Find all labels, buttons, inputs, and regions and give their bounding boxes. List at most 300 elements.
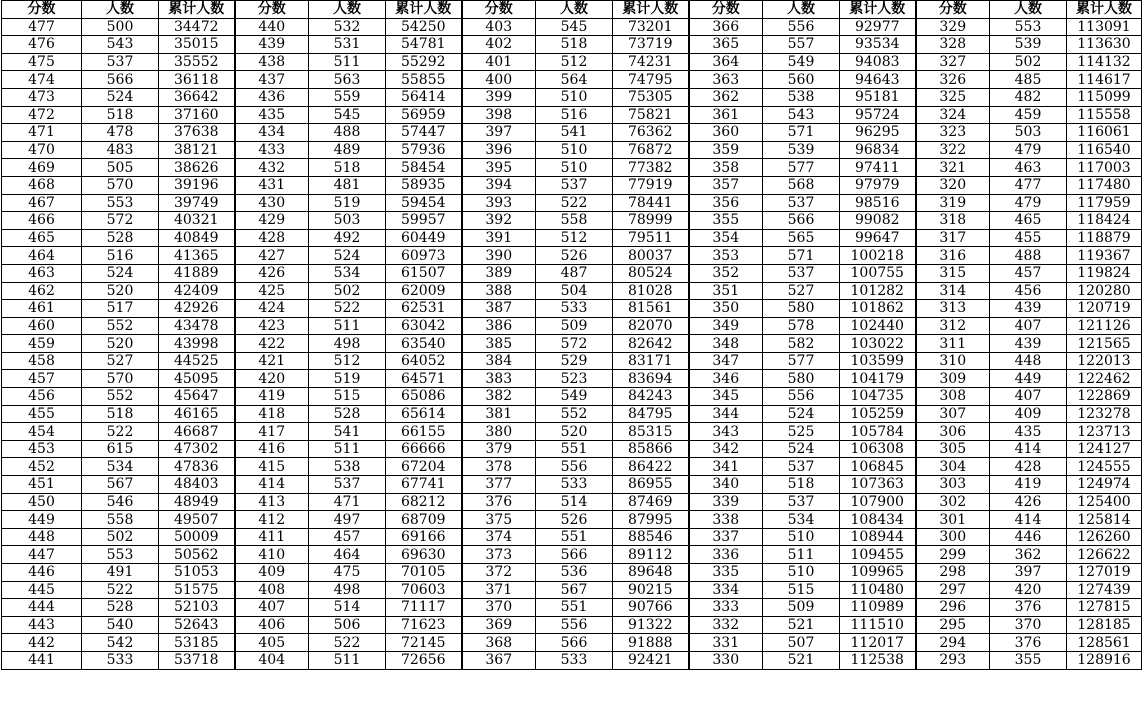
- cumulative-cell: 71623: [386, 616, 462, 634]
- cumulative-cell: 72656: [386, 651, 462, 669]
- count-cell: 488: [990, 247, 1067, 265]
- cumulative-cell: 73719: [613, 36, 689, 54]
- score-cell: 453: [2, 440, 82, 458]
- count-cell: 556: [536, 616, 613, 634]
- count-cell: 518: [763, 476, 840, 494]
- header-cumulative: 累计人数: [613, 1, 689, 19]
- cumulative-cell: 100218: [840, 247, 916, 265]
- cumulative-cell: 34472: [159, 18, 235, 36]
- score-cell: 355: [689, 212, 763, 230]
- table-row: [2, 599, 1142, 617]
- table-row: [2, 458, 1142, 476]
- count-cell: 541: [536, 124, 613, 142]
- cumulative-cell: 81028: [613, 282, 689, 300]
- header-cumulative: 累计人数: [840, 1, 916, 19]
- score-cell: 331: [689, 634, 763, 652]
- table-row: [2, 229, 1142, 247]
- score-cell: 356: [689, 194, 763, 212]
- count-cell: 376: [990, 634, 1067, 652]
- score-cell: 370: [462, 599, 536, 617]
- table-row: [2, 141, 1142, 159]
- cumulative-cell: 112538: [840, 651, 916, 669]
- score-cell: 302: [916, 493, 990, 511]
- cumulative-cell: 57936: [386, 141, 462, 159]
- cumulative-cell: 72145: [386, 634, 462, 652]
- count-cell: 488: [309, 124, 386, 142]
- cumulative-cell: 63540: [386, 335, 462, 353]
- table-row: [2, 616, 1142, 634]
- count-cell: 551: [536, 599, 613, 617]
- cumulative-cell: 103022: [840, 335, 916, 353]
- count-cell: 370: [990, 616, 1067, 634]
- count-cell: 531: [309, 36, 386, 54]
- table-row: [2, 53, 1142, 71]
- score-cell: 416: [235, 440, 309, 458]
- count-cell: 514: [536, 493, 613, 511]
- score-cell: 350: [689, 300, 763, 318]
- score-cell: 312: [916, 317, 990, 335]
- score-cell: 400: [462, 71, 536, 89]
- count-cell: 518: [309, 159, 386, 177]
- cumulative-cell: 94643: [840, 71, 916, 89]
- score-cell: 433: [235, 141, 309, 159]
- cumulative-cell: 98516: [840, 194, 916, 212]
- score-cell: 376: [462, 493, 536, 511]
- count-cell: 500: [82, 18, 159, 36]
- score-cell: 320: [916, 176, 990, 194]
- cumulative-cell: 107363: [840, 476, 916, 494]
- score-cell: 363: [689, 71, 763, 89]
- count-cell: 551: [536, 440, 613, 458]
- cumulative-cell: 83694: [613, 370, 689, 388]
- cumulative-cell: 46165: [159, 405, 235, 423]
- score-cell: 349: [689, 317, 763, 335]
- count-cell: 477: [990, 176, 1067, 194]
- cumulative-cell: 109455: [840, 546, 916, 564]
- count-cell: 566: [536, 546, 613, 564]
- header-count: 人数: [536, 1, 613, 19]
- score-cell: 476: [2, 36, 82, 54]
- count-cell: 567: [536, 581, 613, 599]
- count-cell: 514: [309, 599, 386, 617]
- cumulative-cell: 114132: [1067, 53, 1142, 71]
- count-cell: 464: [309, 546, 386, 564]
- count-cell: 505: [82, 159, 159, 177]
- cumulative-cell: 63042: [386, 317, 462, 335]
- count-cell: 479: [990, 141, 1067, 159]
- count-cell: 439: [990, 335, 1067, 353]
- cumulative-cell: 86422: [613, 458, 689, 476]
- count-cell: 502: [309, 282, 386, 300]
- count-cell: 515: [763, 581, 840, 599]
- table-row: [2, 352, 1142, 370]
- score-cell: 357: [689, 176, 763, 194]
- cumulative-cell: 118424: [1067, 212, 1142, 230]
- count-cell: 481: [309, 176, 386, 194]
- score-cell: 305: [916, 440, 990, 458]
- count-cell: 539: [763, 141, 840, 159]
- header-count: 人数: [763, 1, 840, 19]
- cumulative-cell: 90766: [613, 599, 689, 617]
- count-cell: 553: [82, 546, 159, 564]
- count-cell: 546: [82, 493, 159, 511]
- header-score: 分数: [2, 1, 82, 19]
- score-cell: 297: [916, 581, 990, 599]
- cumulative-cell: 42926: [159, 300, 235, 318]
- score-cell: 474: [2, 71, 82, 89]
- cumulative-cell: 115099: [1067, 88, 1142, 106]
- cumulative-cell: 67204: [386, 458, 462, 476]
- cumulative-cell: 47302: [159, 440, 235, 458]
- count-cell: 534: [763, 511, 840, 529]
- score-cell: 424: [235, 300, 309, 318]
- count-cell: 524: [82, 264, 159, 282]
- cumulative-cell: 69166: [386, 528, 462, 546]
- score-cell: 469: [2, 159, 82, 177]
- score-cell: 327: [916, 53, 990, 71]
- score-cell: 325: [916, 88, 990, 106]
- count-cell: 542: [82, 634, 159, 652]
- count-cell: 503: [990, 124, 1067, 142]
- count-cell: 533: [82, 651, 159, 669]
- count-cell: 457: [990, 264, 1067, 282]
- score-cell: 432: [235, 159, 309, 177]
- score-cell: 295: [916, 616, 990, 634]
- header-score: 分数: [462, 1, 536, 19]
- count-cell: 419: [990, 476, 1067, 494]
- score-cell: 434: [235, 124, 309, 142]
- cumulative-cell: 71117: [386, 599, 462, 617]
- count-cell: 507: [763, 634, 840, 652]
- count-cell: 537: [763, 458, 840, 476]
- score-cell: 457: [2, 370, 82, 388]
- count-cell: 511: [309, 53, 386, 71]
- score-cell: 462: [2, 282, 82, 300]
- cumulative-cell: 106845: [840, 458, 916, 476]
- cumulative-cell: 53718: [159, 651, 235, 669]
- score-cell: 313: [916, 300, 990, 318]
- score-cell: 451: [2, 476, 82, 494]
- score-cell: 311: [916, 335, 990, 353]
- cumulative-cell: 128185: [1067, 616, 1142, 634]
- score-cell: 461: [2, 300, 82, 318]
- cumulative-cell: 99082: [840, 212, 916, 230]
- cumulative-cell: 117003: [1067, 159, 1142, 177]
- cumulative-cell: 119367: [1067, 247, 1142, 265]
- score-cell: 398: [462, 106, 536, 124]
- cumulative-cell: 75305: [613, 88, 689, 106]
- score-cell: 346: [689, 370, 763, 388]
- cumulative-cell: 106308: [840, 440, 916, 458]
- score-cell: 368: [462, 634, 536, 652]
- score-cell: 456: [2, 388, 82, 406]
- table-row: [2, 124, 1142, 142]
- score-table: [1, 0, 1142, 670]
- cumulative-cell: 46687: [159, 423, 235, 441]
- count-cell: 478: [82, 124, 159, 142]
- table-row: [2, 651, 1142, 669]
- cumulative-cell: 89648: [613, 564, 689, 582]
- count-cell: 463: [990, 159, 1067, 177]
- count-cell: 511: [309, 651, 386, 669]
- score-cell: 429: [235, 212, 309, 230]
- score-cell: 440: [235, 18, 309, 36]
- score-cell: 393: [462, 194, 536, 212]
- cumulative-cell: 82642: [613, 335, 689, 353]
- score-cell: 387: [462, 300, 536, 318]
- score-cell: 352: [689, 264, 763, 282]
- score-cell: 322: [916, 141, 990, 159]
- score-cell: 364: [689, 53, 763, 71]
- cumulative-cell: 126260: [1067, 528, 1142, 546]
- score-cell: 343: [689, 423, 763, 441]
- count-cell: 511: [763, 546, 840, 564]
- score-cell: 377: [462, 476, 536, 494]
- count-cell: 523: [536, 370, 613, 388]
- score-cell: 422: [235, 335, 309, 353]
- cumulative-cell: 79511: [613, 229, 689, 247]
- score-cell: 458: [2, 352, 82, 370]
- table-row: [2, 264, 1142, 282]
- score-cell: 366: [689, 18, 763, 36]
- score-cell: 373: [462, 546, 536, 564]
- count-cell: 563: [309, 71, 386, 89]
- score-cell: 369: [462, 616, 536, 634]
- cumulative-cell: 51053: [159, 564, 235, 582]
- count-cell: 455: [990, 229, 1067, 247]
- cumulative-cell: 58935: [386, 176, 462, 194]
- count-cell: 540: [82, 616, 159, 634]
- count-cell: 448: [990, 352, 1067, 370]
- count-cell: 577: [763, 352, 840, 370]
- count-cell: 510: [536, 88, 613, 106]
- cumulative-cell: 40849: [159, 229, 235, 247]
- count-cell: 570: [82, 370, 159, 388]
- score-cell: 406: [235, 616, 309, 634]
- score-cell: 412: [235, 511, 309, 529]
- table-row: [2, 36, 1142, 54]
- count-cell: 532: [309, 18, 386, 36]
- cumulative-cell: 84795: [613, 405, 689, 423]
- score-cell: 431: [235, 176, 309, 194]
- cumulative-cell: 91322: [613, 616, 689, 634]
- count-cell: 552: [82, 388, 159, 406]
- cumulative-cell: 62009: [386, 282, 462, 300]
- cumulative-cell: 113091: [1067, 18, 1142, 36]
- table-row: [2, 634, 1142, 652]
- count-cell: 566: [82, 71, 159, 89]
- count-cell: 518: [536, 36, 613, 54]
- cumulative-cell: 108434: [840, 511, 916, 529]
- score-cell: 396: [462, 141, 536, 159]
- cumulative-cell: 102440: [840, 317, 916, 335]
- count-cell: 538: [763, 88, 840, 106]
- header-count: 人数: [309, 1, 386, 19]
- score-cell: 389: [462, 264, 536, 282]
- count-cell: 519: [309, 194, 386, 212]
- count-cell: 520: [536, 423, 613, 441]
- table-row: [2, 581, 1142, 599]
- count-cell: 489: [309, 141, 386, 159]
- table-row: [2, 546, 1142, 564]
- score-cell: 419: [235, 388, 309, 406]
- score-cell: 464: [2, 247, 82, 265]
- table-row: [2, 176, 1142, 194]
- count-cell: 528: [82, 599, 159, 617]
- count-cell: 456: [990, 282, 1067, 300]
- score-cell: 348: [689, 335, 763, 353]
- score-cell: 435: [235, 106, 309, 124]
- score-cell: 318: [916, 212, 990, 230]
- score-cell: 332: [689, 616, 763, 634]
- table-row: [2, 71, 1142, 89]
- cumulative-cell: 84243: [613, 388, 689, 406]
- count-cell: 397: [990, 564, 1067, 582]
- count-cell: 543: [82, 36, 159, 54]
- score-cell: 372: [462, 564, 536, 582]
- cumulative-cell: 97979: [840, 176, 916, 194]
- score-cell: 384: [462, 352, 536, 370]
- cumulative-cell: 125400: [1067, 493, 1142, 511]
- count-cell: 572: [82, 212, 159, 230]
- score-cell: 423: [235, 317, 309, 335]
- count-cell: 559: [309, 88, 386, 106]
- count-cell: 492: [309, 229, 386, 247]
- score-cell: 319: [916, 194, 990, 212]
- score-cell: 386: [462, 317, 536, 335]
- score-cell: 362: [689, 88, 763, 106]
- count-cell: 520: [82, 282, 159, 300]
- score-cell: 403: [462, 18, 536, 36]
- cumulative-cell: 44525: [159, 352, 235, 370]
- cumulative-cell: 127439: [1067, 581, 1142, 599]
- cumulative-cell: 60973: [386, 247, 462, 265]
- table-row: [2, 440, 1142, 458]
- cumulative-cell: 43998: [159, 335, 235, 353]
- cumulative-cell: 125814: [1067, 511, 1142, 529]
- cumulative-cell: 86955: [613, 476, 689, 494]
- cumulative-cell: 78441: [613, 194, 689, 212]
- score-cell: 449: [2, 511, 82, 529]
- cumulative-cell: 92421: [613, 651, 689, 669]
- table-row: [2, 564, 1142, 582]
- count-cell: 512: [536, 229, 613, 247]
- count-cell: 517: [82, 300, 159, 318]
- count-cell: 580: [763, 370, 840, 388]
- cumulative-cell: 39749: [159, 194, 235, 212]
- cumulative-cell: 83171: [613, 352, 689, 370]
- cumulative-cell: 35552: [159, 53, 235, 71]
- count-cell: 526: [536, 511, 613, 529]
- count-cell: 556: [763, 18, 840, 36]
- score-cell: 336: [689, 546, 763, 564]
- cumulative-cell: 64571: [386, 370, 462, 388]
- score-cell: 334: [689, 581, 763, 599]
- table-row: [2, 423, 1142, 441]
- cumulative-cell: 96295: [840, 124, 916, 142]
- cumulative-cell: 88546: [613, 528, 689, 546]
- cumulative-cell: 115558: [1067, 106, 1142, 124]
- table-row: [2, 476, 1142, 494]
- count-cell: 498: [309, 581, 386, 599]
- cumulative-cell: 116540: [1067, 141, 1142, 159]
- cumulative-cell: 42409: [159, 282, 235, 300]
- cumulative-cell: 55855: [386, 71, 462, 89]
- score-cell: 358: [689, 159, 763, 177]
- count-cell: 483: [82, 141, 159, 159]
- score-cell: 452: [2, 458, 82, 476]
- cumulative-cell: 74795: [613, 71, 689, 89]
- cumulative-cell: 110989: [840, 599, 916, 617]
- count-cell: 522: [536, 194, 613, 212]
- count-cell: 414: [990, 511, 1067, 529]
- cumulative-cell: 80524: [613, 264, 689, 282]
- score-cell: 409: [235, 564, 309, 582]
- table-body: [2, 18, 1142, 669]
- cumulative-cell: 104735: [840, 388, 916, 406]
- header-cumulative: 累计人数: [159, 1, 235, 19]
- score-cell: 463: [2, 264, 82, 282]
- score-cell: 367: [462, 651, 536, 669]
- cumulative-cell: 81561: [613, 300, 689, 318]
- count-cell: 534: [82, 458, 159, 476]
- header-row: [2, 1, 1142, 19]
- count-cell: 522: [309, 300, 386, 318]
- score-cell: 455: [2, 405, 82, 423]
- cumulative-cell: 66666: [386, 440, 462, 458]
- score-cell: 442: [2, 634, 82, 652]
- cumulative-cell: 74231: [613, 53, 689, 71]
- count-cell: 572: [536, 335, 613, 353]
- header-count: 人数: [82, 1, 159, 19]
- count-cell: 407: [990, 388, 1067, 406]
- count-cell: 557: [763, 36, 840, 54]
- cumulative-cell: 68212: [386, 493, 462, 511]
- count-cell: 509: [763, 599, 840, 617]
- score-cell: 361: [689, 106, 763, 124]
- score-cell: 294: [916, 634, 990, 652]
- cumulative-cell: 38121: [159, 141, 235, 159]
- score-cell: 379: [462, 440, 536, 458]
- count-cell: 541: [309, 423, 386, 441]
- count-cell: 564: [536, 71, 613, 89]
- count-cell: 528: [309, 405, 386, 423]
- cumulative-cell: 49507: [159, 511, 235, 529]
- score-cell: 360: [689, 124, 763, 142]
- count-cell: 526: [536, 247, 613, 265]
- cumulative-cell: 62531: [386, 300, 462, 318]
- header-cumulative: 累计人数: [386, 1, 462, 19]
- cumulative-cell: 70603: [386, 581, 462, 599]
- cumulative-cell: 97411: [840, 159, 916, 177]
- count-cell: 558: [536, 212, 613, 230]
- cumulative-cell: 64052: [386, 352, 462, 370]
- cumulative-cell: 116061: [1067, 124, 1142, 142]
- cumulative-cell: 108944: [840, 528, 916, 546]
- cumulative-cell: 94083: [840, 53, 916, 71]
- cumulative-cell: 36118: [159, 71, 235, 89]
- score-cell: 342: [689, 440, 763, 458]
- score-cell: 388: [462, 282, 536, 300]
- score-cell: 447: [2, 546, 82, 564]
- cumulative-cell: 56959: [386, 106, 462, 124]
- score-cell: 439: [235, 36, 309, 54]
- score-cell: 309: [916, 370, 990, 388]
- cumulative-cell: 78999: [613, 212, 689, 230]
- count-cell: 558: [82, 511, 159, 529]
- count-cell: 355: [990, 651, 1067, 669]
- cumulative-cell: 89112: [613, 546, 689, 564]
